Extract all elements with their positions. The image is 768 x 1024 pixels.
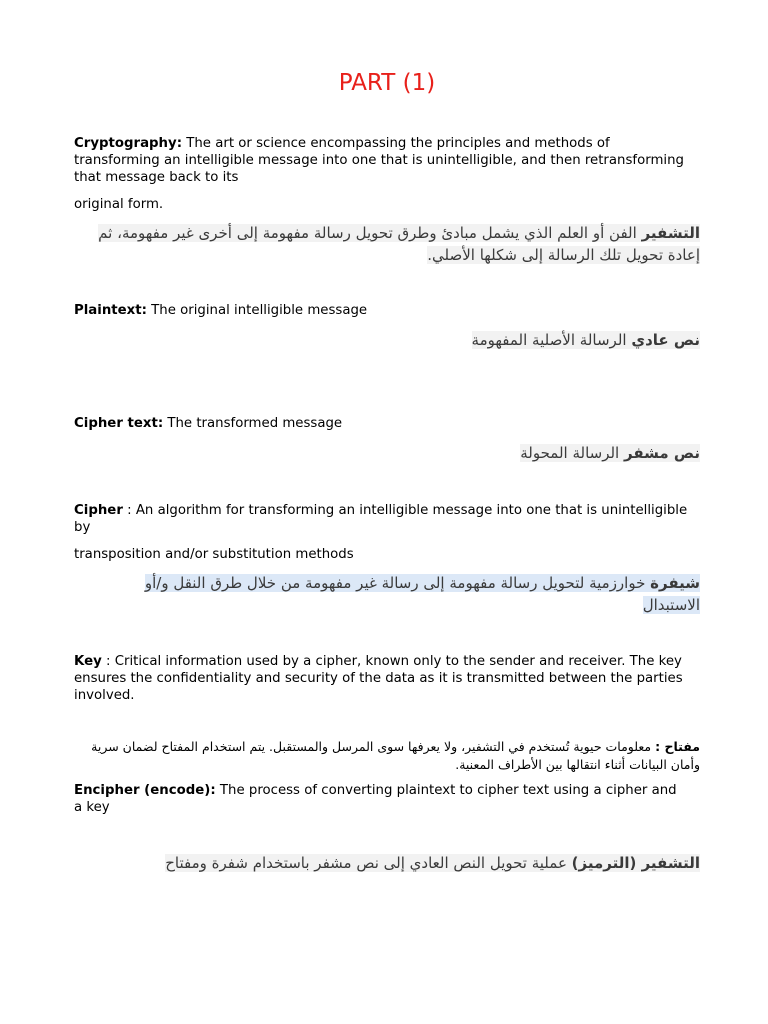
encipher-text: The process of converting plaintext to cipher text using a cipher and a key [74, 783, 677, 815]
cipher-arabic [88, 572, 700, 616]
encipher-definition [74, 782, 688, 816]
cipher-arabic-text: خوارزمية لتحويل رسالة مفهومة إلى رسالة غير مفهومة من خلال طرق النقل و/أو الاستبدال [144, 574, 700, 614]
plaintext-definition [74, 302, 688, 319]
cryptography-definition [74, 135, 688, 186]
cryptography-continuation: original form. [74, 197, 164, 212]
key-definition [74, 653, 688, 704]
cipher-arabic-term: شيفرة [650, 574, 700, 592]
cryptography-arabic-term: التشفير [641, 224, 700, 242]
plaintext-term: Plaintext: [74, 303, 147, 318]
encipher-term: Encipher (encode): [74, 783, 216, 798]
key-arabic-term: مفتاح : [655, 739, 700, 754]
cryptography-text: The art or science encompassing the principles and methods of transforming an intelligible message into one that is unintelligible, and then retransforming that message back to its [74, 136, 684, 185]
plaintext-arabic [88, 329, 700, 351]
plaintext-arabic-text: الرسالة الأصلية المفهومة [471, 331, 632, 349]
key-text: : Critical information used by a cipher, known only to the sender and receiver. The key ensures the confidentiality and security of the data as it is transmitted between the parties involved. [74, 654, 683, 703]
ciphertext-term: Cipher text: [74, 416, 164, 431]
plaintext-text: The original intelligible message [146, 303, 368, 318]
key-arabic-text: معلومات حيوية تُستخدم في التشفير، ولا يعرفها سوى المرسل والمستقبل. يتم استخدام المفتاح لضمان سرية وأمان البيانات أثناء انتقالها بين الأطراف المعنية. [91, 739, 700, 772]
encipher-arabic [88, 852, 700, 874]
encipher-arabic-term: التشفير (الترميز) [571, 854, 700, 872]
ciphertext-arabic-term: نص مشفر [624, 444, 700, 462]
cryptography-arabic-text: الفن أو العلم الذي يشمل مبادئ وطرق تحويل رسالة مفهومة إلى أخرى غير مفهومة، ثم إعادة تحويل تلك الرسالة إلى شكلها الأصلي. [98, 224, 700, 264]
ciphertext-definition [74, 415, 688, 432]
plaintext-arabic-term: نص عادي [631, 331, 700, 349]
ciphertext-arabic-text: الرسالة المحولة [520, 444, 624, 462]
page-title: PART (1) [338, 70, 436, 96]
cipher-text: : An algorithm for transforming an intelligible message into one that is unintelligible by [74, 503, 688, 535]
cryptography-term: Cryptography: [74, 136, 183, 151]
key-arabic [88, 738, 700, 774]
key-term: Key [74, 654, 102, 669]
ciphertext-arabic [88, 442, 700, 464]
cipher-definition [74, 502, 688, 536]
encipher-arabic-text: عملية تحويل النص العادي إلى نص مشفر باستخدام شفرة ومفتاح [165, 854, 572, 872]
ciphertext-text: The transformed message [163, 416, 343, 431]
cryptography-arabic [88, 222, 700, 266]
cipher-continuation: transposition and/or substitution methods [74, 547, 354, 562]
cipher-term: Cipher [74, 503, 123, 518]
